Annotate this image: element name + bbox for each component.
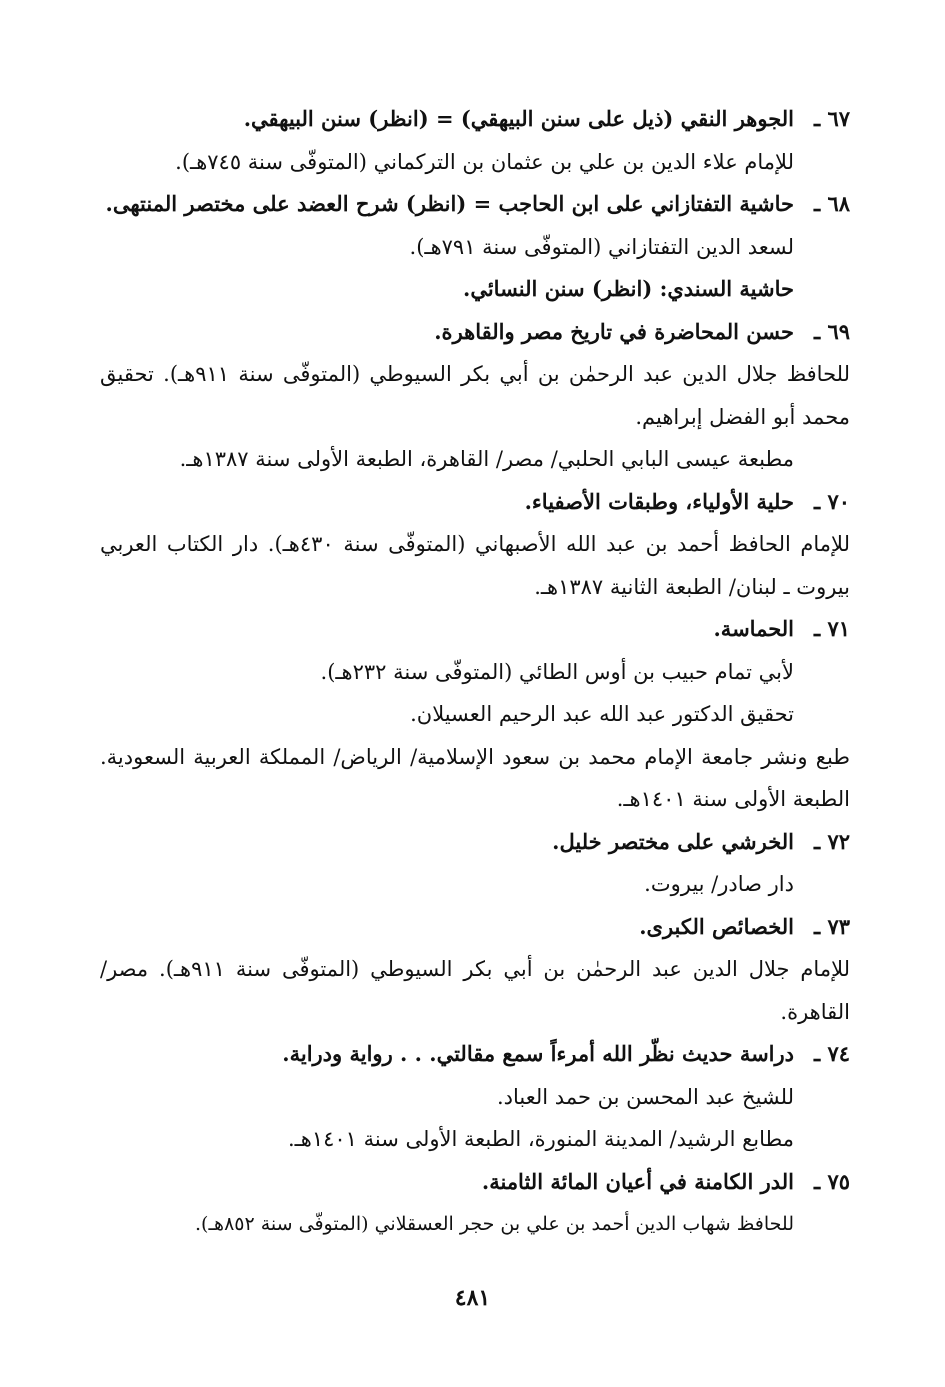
entry-title-text: الخصائص الكبرى. (639, 913, 794, 939)
entry-detail: للشيخ عبد المحسن بن حمد العباد. (497, 1084, 794, 1109)
entry-title-text: حلية الأولياء، وطبقات الأصفياء. (524, 488, 794, 514)
entry-detail: تحقيق الدكتور عبد الله عبد الرحيم العسيلان. (410, 702, 794, 726)
entry-detail: للحافظ جلال الدين عبد الرحمٰن بن أبي بكر السيوطي (المتوفّى سنة ٩١١هـ). تحقيق محمد أبو الفضل إبراهيم. (100, 362, 850, 429)
entry-number: ٦٧ ـ (813, 106, 850, 131)
entry-title (100, 906, 850, 949)
entry-title-text: دراسة حديث نظّر الله أمرءاً سمع مقالتي. . . رواية ودراية. (282, 1041, 794, 1066)
entry-number: ٦٩ ـ (813, 318, 850, 344)
entry-detail: مطابع الرشيد/ المدينة المنورة، الطبعة الأولى سنة ١٤٠١هـ. (287, 1127, 794, 1151)
entry-title (100, 481, 850, 524)
entry-subtitle: حاشية السندي: (انظر) سنن النسائي. (463, 276, 794, 301)
entry-title-text: الخرشي على مختصر خليل. (552, 828, 794, 854)
entry-title (100, 311, 850, 354)
entry-detail: للحافظ شهاب الدين أحمد بن علي بن حجر العسقلاني (المتوفّى سنة ٨٥٢هـ). (195, 1213, 794, 1235)
entry-detail: لسعد الدين التفتازاني (المتوفّى سنة ٧٩١هـ). (409, 234, 794, 259)
entry-detail: للإمام علاء الدين بن علي بن عثمان بن التركماني (المتوفّى سنة ٧٤٥هـ). (175, 149, 794, 174)
entry-detail: لأبي تمام حبيب بن أوس الطائي (المتوفّى سنة ٢٣٢هـ). (320, 659, 794, 684)
entry-title (100, 608, 850, 651)
entry-number: ٦٨ ـ (813, 191, 850, 216)
entry-number: ٧٢ ـ (813, 828, 850, 854)
entry-detail: للإمام الحافظ أحمد بن عبد الله الأصبهاني (المتوفّى سنة ٤٣٠هـ). دار الكتاب العربي بيروت ـ لبنان/ الطبعة الثانية ١٣٨٧هـ. (100, 532, 850, 599)
entry-title-text: الجوهر النقي (ذيل على سنن البيهقي) = (انظر) سنن البيهقي. (243, 106, 794, 131)
entry-title (100, 1161, 850, 1204)
page-number: ٤٨١ (454, 1285, 491, 1311)
entry-title-text: الدر الكامنة في أعيان المائة الثامنة. (481, 1168, 794, 1194)
entry-detail: مطبعة عيسى البابي الحلبي/ مصر/ القاهرة، الطبعة الأولى سنة ١٣٨٧هـ. (179, 447, 794, 471)
entry-number: ٧٠ ـ (813, 488, 850, 514)
bibliography-page (100, 98, 850, 1246)
entry-title-text: الحماسة. (713, 616, 794, 641)
entry-number: ٧٣ ـ (813, 913, 850, 939)
entry-title (100, 98, 850, 141)
entry-number: ٧٥ ـ (813, 1168, 850, 1194)
entry-number: ٧١ ـ (813, 616, 850, 641)
entry-title-text: حسن المحاضرة في تاريخ مصر والقاهرة. (434, 318, 794, 344)
entry-title-text: حاشية التفتازاني على ابن الحاجب = (انظر) شرح العضد على مختصر المنتهى. (105, 191, 794, 216)
entry-detail: للإمام جلال الدين عبد الرحمٰن بن أبي بكر السيوطي (المتوفّى سنة ٩١١هـ). مصر/ القاهرة. (100, 957, 850, 1024)
entry-title (100, 1033, 850, 1076)
entry-title (100, 183, 850, 226)
entry-detail: دار صادر/ بيروت. (644, 872, 794, 896)
entry-title (100, 821, 850, 864)
entry-number: ٧٤ ـ (813, 1041, 850, 1066)
entry-detail: طبع ونشر جامعة الإمام محمد بن سعود الإسلامية/ الرياض/ المملكة العربية السعودية. الطبعة الأولى سنة ١٤٠١هـ. (100, 744, 850, 811)
